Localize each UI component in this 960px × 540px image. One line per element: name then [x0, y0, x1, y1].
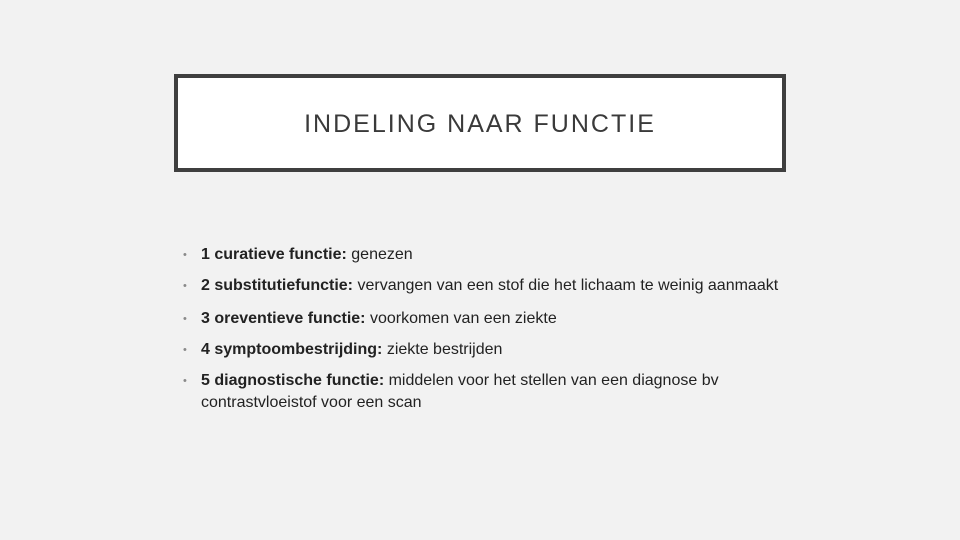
bullet-item-symptoombestrijding — [183, 339, 803, 361]
slide-title: INDELING NAAR FUNCTIE — [304, 109, 656, 138]
bullet-text: genezen — [351, 246, 413, 263]
bullet-text: vervangen van een stof die het lichaam te weinig aanmaakt — [357, 277, 779, 294]
bullet-dot-icon: • — [183, 344, 187, 356]
bullet-term: 5 diagnostische functie: — [201, 372, 385, 389]
bullet-item-preventieve — [183, 308, 803, 330]
bullet-dot-icon: • — [183, 280, 187, 292]
bullet-term: 4 symptoombestrijding: — [201, 341, 383, 358]
bullet-text: middelen voor het stellen van een diagnose bv contrastvloeistof voor een scan — [201, 372, 719, 411]
bullet-term: 1 curatieve functie: — [201, 246, 347, 263]
bullet-item-substitutie — [183, 275, 803, 297]
bullet-dot-icon: • — [183, 375, 187, 387]
title-box — [174, 74, 786, 172]
bullet-item-diagnostische — [183, 370, 803, 414]
bullet-term: 2 substitutiefunctie: — [201, 277, 354, 294]
bullet-text: voorkomen van een ziekte — [369, 310, 557, 327]
bullet-dot-icon: • — [183, 249, 187, 261]
bullet-item-curatieve — [183, 244, 803, 266]
bullet-list — [183, 244, 803, 424]
bullet-text: ziekte bestrijden — [386, 341, 503, 358]
bullet-dot-icon: • — [183, 313, 187, 325]
bullet-term: 3 oreventieve functie: — [201, 310, 366, 327]
